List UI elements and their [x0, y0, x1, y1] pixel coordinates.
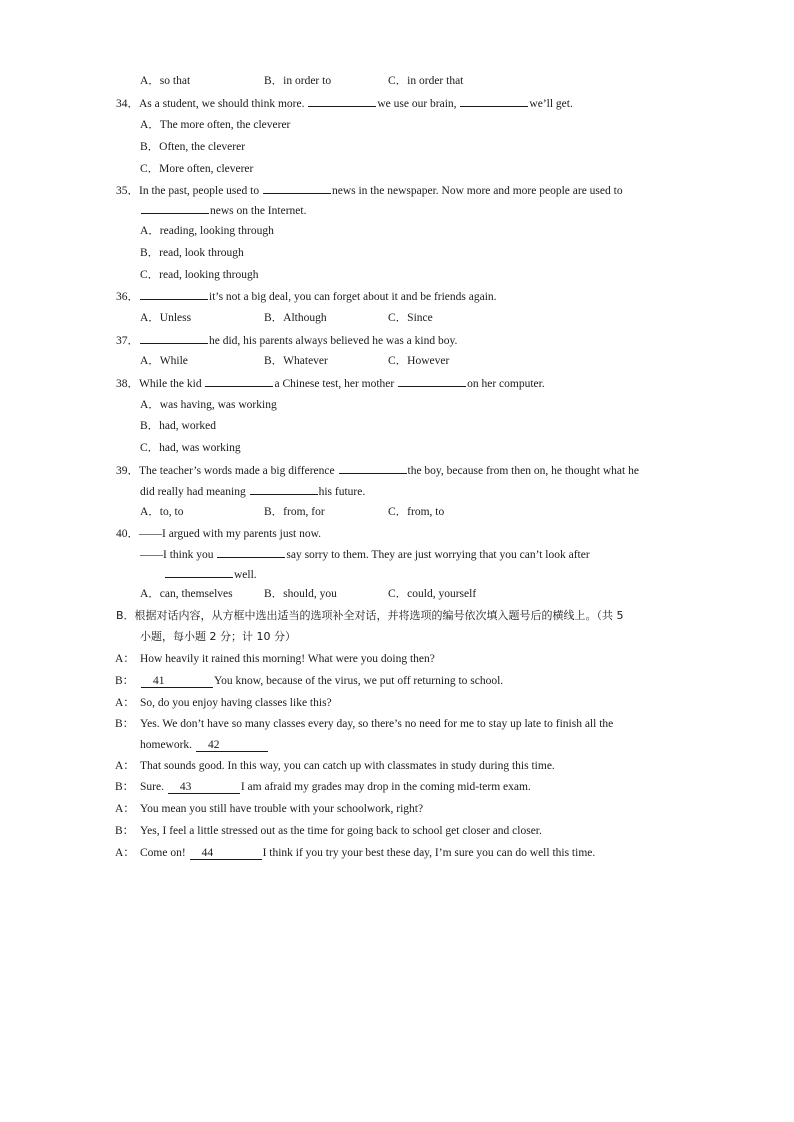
question-text: say sorry to them. They are just worrying that you can’t look after	[286, 549, 590, 561]
section-b-instructions-line-2: 小题，每小题 2 分；计 10 分）	[140, 630, 296, 643]
question-text: we’ll get.	[529, 98, 573, 110]
dialogue-line: That sounds good. In this way, you can catch up with classmates in study during this time.	[140, 760, 555, 772]
speaker-label: A：	[115, 653, 135, 665]
question-number: 34．	[116, 98, 139, 110]
answer-blank	[165, 567, 233, 578]
question-text: on her computer.	[467, 378, 545, 390]
question-number: 35．	[116, 185, 139, 197]
question-text: news on the Internet.	[210, 205, 307, 217]
q37-option-a: A．While	[140, 355, 188, 367]
dialogue-line: How heavily it rained this morning! What were you doing then?	[140, 653, 435, 665]
question-text: it’s not a big deal, you can forget about it and be friends again.	[209, 291, 497, 303]
speaker-label: B：	[115, 675, 135, 687]
question-number: 36．	[116, 291, 139, 303]
q38-option-b: B．had, worked	[140, 420, 217, 432]
speaker-label: A：	[115, 697, 135, 709]
q33-option-a: A．so that	[140, 75, 191, 87]
q36-option-a: A．Unless	[140, 312, 192, 324]
speaker-label: B：	[115, 825, 135, 837]
answer-blank	[263, 183, 331, 194]
q36-option-c: C．Since	[388, 312, 433, 324]
question-35	[116, 183, 623, 198]
dialogue-text: homework.	[140, 739, 193, 751]
question-38	[116, 376, 545, 391]
dialogue-line-cont	[140, 738, 269, 752]
speaker-label: B：	[115, 781, 135, 793]
question-text: a Chinese test, her mother	[274, 378, 395, 390]
question-35-line-2	[140, 203, 306, 218]
q33-option-c: C．in order that	[388, 75, 464, 87]
dialogue-line: You mean you still have trouble with your schoolwork, right?	[140, 803, 424, 815]
question-text: well.	[234, 569, 257, 581]
question-text: While the kid	[139, 378, 202, 390]
question-text: news in the newspaper. Now more and more people are used to	[331, 185, 623, 197]
dialogue-text: I am afraid my grades may drop in the coming mid-term exam.	[240, 781, 531, 793]
question-40-line-3	[164, 567, 257, 582]
question-40	[116, 527, 321, 541]
q38-option-c: C．had, was working	[140, 442, 241, 454]
dialogue-line: So, do you enjoy having classes like this?	[140, 697, 332, 709]
q38-option-a: A．was having, was working	[140, 399, 277, 411]
answer-blank	[141, 203, 209, 214]
question-text: The teacher’s words made a big difference	[139, 465, 335, 477]
blank-44: 44	[190, 847, 262, 860]
question-text: did really had meaning	[140, 486, 246, 498]
q36-option-b: B．Although	[264, 312, 327, 324]
dialogue-line	[140, 846, 595, 860]
dialogue-line: Yes. We don’t have so many classes every day, so there’s no need for me to stay up late to finish all the	[140, 718, 614, 730]
q40-option-c: C．could, yourself	[388, 588, 477, 600]
q34-option-c: C．More often, cleverer	[140, 163, 254, 175]
question-text: the boy, because from then on, he thought what he	[407, 465, 639, 477]
dialogue-line: Yes, I feel a little stressed out as the time for going back to school get closer and closer.	[140, 825, 542, 837]
question-text: ——I argued with my parents just now.	[139, 528, 322, 540]
q33-option-b: B．in order to	[264, 75, 332, 87]
q39-option-b: B．from, for	[264, 506, 325, 518]
q37-option-b: B．Whatever	[264, 355, 328, 367]
question-number: 39．	[116, 465, 139, 477]
question-number: 38．	[116, 378, 139, 390]
question-text: his future.	[318, 486, 366, 498]
answer-blank	[205, 376, 273, 387]
answer-blank	[398, 376, 466, 387]
answer-blank	[140, 289, 208, 300]
question-text: he did, his parents always believed he was a kind boy.	[209, 335, 458, 347]
q35-option-c: C．read, looking through	[140, 269, 259, 281]
q34-option-a: A．The more often, the cleverer	[140, 119, 291, 131]
answer-blank	[339, 463, 407, 474]
question-text: we use our brain,	[377, 98, 457, 110]
speaker-label: B：	[115, 718, 135, 730]
speaker-label: A：	[115, 803, 135, 815]
question-text: As a student, we should think more.	[139, 98, 305, 110]
question-36	[116, 289, 497, 304]
q34-option-b: B．Often, the cleverer	[140, 141, 246, 153]
answer-blank	[217, 547, 285, 558]
q35-option-a: A．reading, looking through	[140, 225, 274, 237]
dialogue-text: Come on!	[140, 847, 186, 859]
blank-41: 41	[141, 675, 213, 688]
q37-option-c: C．However	[388, 355, 450, 367]
answer-blank	[308, 96, 376, 107]
answer-blank	[460, 96, 528, 107]
q39-option-a: A．to, to	[140, 506, 184, 518]
speaker-label: A：	[115, 760, 135, 772]
question-number: 37．	[116, 335, 139, 347]
question-number: 40．	[116, 528, 139, 540]
question-40-line-2	[140, 547, 590, 562]
q40-option-b: B．should, you	[264, 588, 337, 600]
question-39	[116, 463, 639, 478]
q39-option-c: C．from, to	[388, 506, 445, 518]
answer-blank	[140, 333, 208, 344]
blank-43: 43	[168, 781, 240, 794]
q40-option-a: A．can, themselves	[140, 588, 233, 600]
speaker-label: A：	[115, 847, 135, 859]
dialogue-line	[140, 780, 531, 794]
dialogue-line	[140, 674, 503, 688]
dialogue-text: I think if you try your best these day, I’m sure you can do well this time.	[262, 847, 596, 859]
blank-42: 42	[196, 739, 268, 752]
q35-option-b: B．read, look through	[140, 247, 244, 259]
answer-blank	[250, 484, 318, 495]
dialogue-text: You know, because of the virus, we put off returning to school.	[214, 675, 504, 687]
question-34	[116, 96, 573, 111]
dialogue-text: Sure.	[140, 781, 164, 793]
question-37	[116, 333, 457, 348]
question-39-line-2	[140, 484, 365, 499]
section-b-instructions: B．根据对话内容，从方框中选出适当的选项补全对话，并将选项的编号依次填入题号后的横线上。（共 5	[116, 609, 624, 622]
question-text: ——I think you	[140, 549, 214, 561]
question-text: In the past, people used to	[139, 185, 260, 197]
